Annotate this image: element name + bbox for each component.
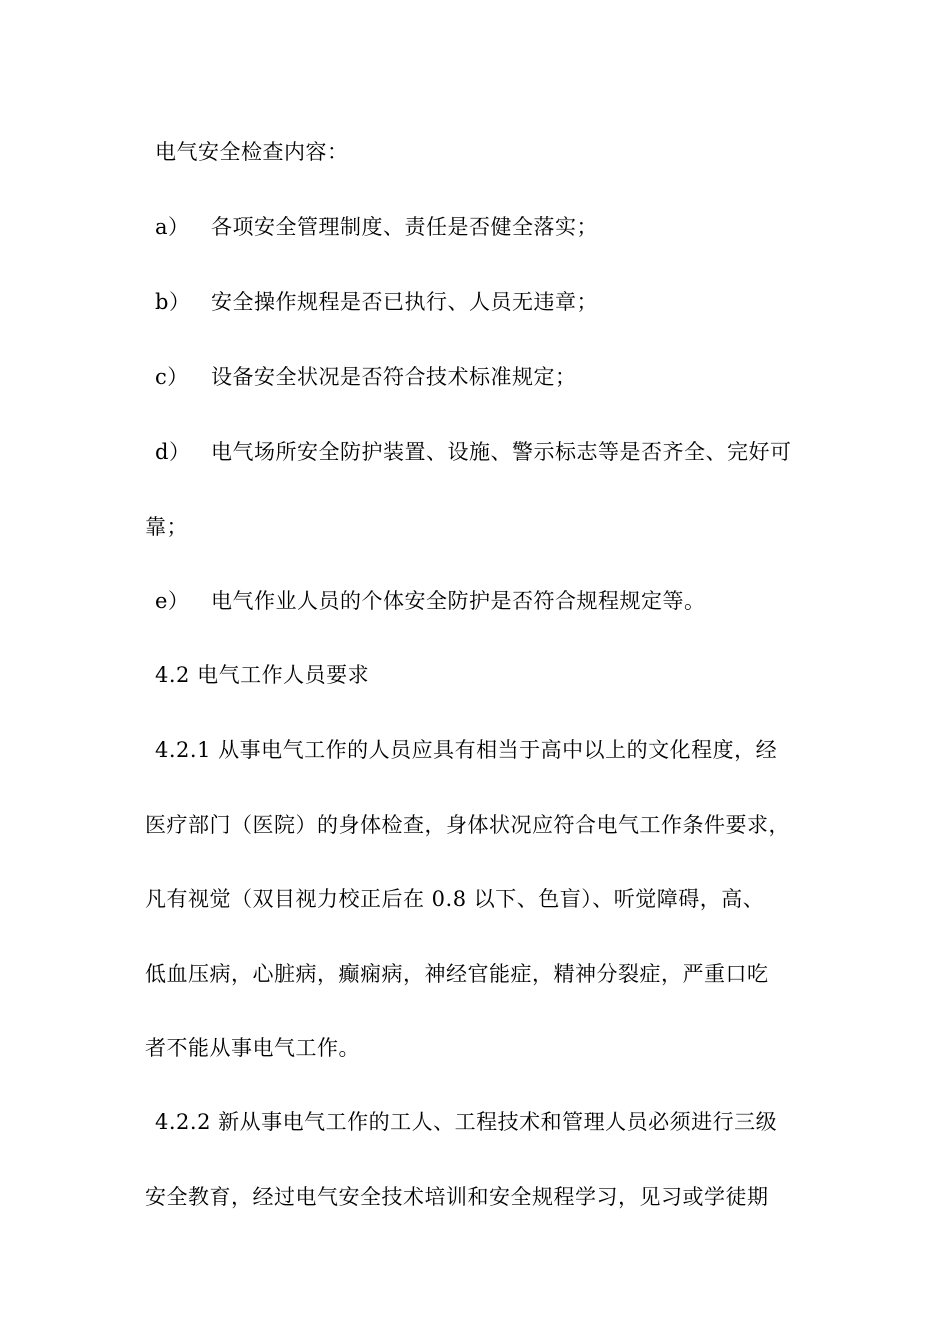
- checklist-item-c: [145, 362, 835, 392]
- item-text: 各项安全管理制度、责任是否健全落实；: [211, 215, 598, 239]
- checklist-item-e: [145, 586, 835, 616]
- paragraph-4-2-1-line-2: 医疗部门（医院）的身体检查，身体状况应符合电气工作条件要求，: [145, 813, 790, 837]
- paragraph-4-2-2-line-1: 4.2.2 新从事电气工作的工人、工程技术和管理人员必须进行三级: [155, 1110, 778, 1134]
- paragraph-4-2-2-line-2: 安全教育，经过电气安全技术培训和安全规程学习，见习或学徒期: [145, 1185, 769, 1209]
- item-text: 设备安全状况是否符合技术标准规定；: [211, 365, 577, 389]
- section-title-4-2: 4.2 电气工作人员要求: [155, 663, 370, 687]
- paragraph-4-2-1-line-4: 低血压病，心脏病，癫痫病，神经官能症，精神分裂症，严重口吃: [145, 962, 769, 986]
- item-label: b）: [155, 290, 191, 314]
- checklist-item-b: [145, 287, 835, 317]
- item-text: 电气场所安全防护装置、设施、警示标志等是否齐全、完好可: [211, 440, 792, 464]
- checklist-item-d-continuation: 靠；: [145, 515, 188, 539]
- paragraph-4-2-1-line-5: 者不能从事电气工作。: [145, 1036, 360, 1060]
- checklist-heading: 电气安全检查内容：: [155, 140, 349, 164]
- paragraph-4-2-1-line-3: 凡有视觉（双目视力校正后在 0.8 以下、色盲）、听觉障碍，高、: [145, 887, 765, 911]
- item-label: a）: [155, 215, 190, 239]
- checklist-item-a: [145, 212, 835, 242]
- item-label: c）: [155, 365, 189, 389]
- item-label: e）: [155, 589, 190, 613]
- checklist-item-d: [145, 437, 835, 467]
- item-text: 电气作业人员的个体安全防护是否符合规程规定等。: [211, 589, 706, 613]
- item-text: 安全操作规程是否已执行、人员无违章；: [211, 290, 598, 314]
- paragraph-4-2-1-line-1: 4.2.1 从事电气工作的人员应具有相当于高中以上的文化程度，经: [155, 738, 778, 762]
- item-label: d）: [155, 440, 191, 464]
